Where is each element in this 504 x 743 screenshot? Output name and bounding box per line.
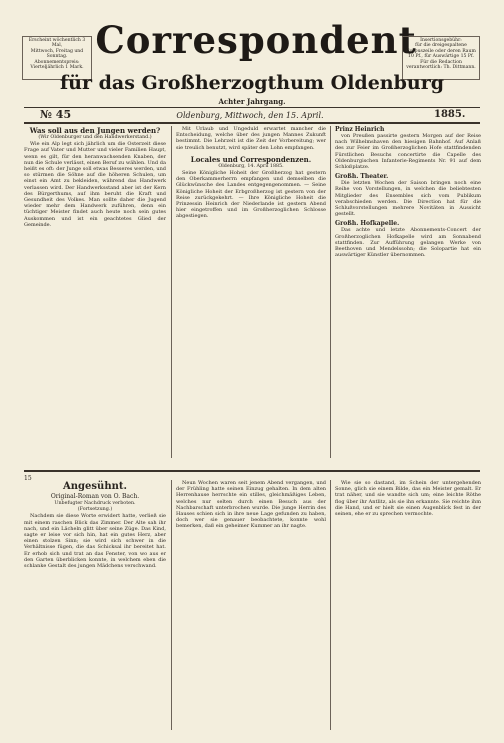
subscription-info-box: Erscheint wöchentlich 3 Mal, Mittwoch, Freitag und Sonntag. Abonnementspreis: Vierteljährlich 1 Mark.	[22, 36, 92, 80]
article-body: Seine Königliche Hoheit der Großherzog hat gestern den Oberkammerherrn empfangen und demselben die Glückwünsche des Landes entgegengenommen. — Seine Königliche Hoheit der Erbgroßherzog ist gestern von der Reise zurückgekehrt. — Ihre Königliche Hoheit die Prinzessin Heinrich der Niederlande ist gestern Abend hier eingetroffen und im Großherzoglichen Schlosse abgestiegen.	[176, 170, 326, 220]
feuilleton-column-3	[335, 480, 481, 730]
article-body: Wie ein Alp legt sich jährlich um die Osterzeit diese Frage auf Vater und Mutter und vieler Familien Haupt, wenn es gilt, für den heranwachsenden Knaben, der nun die Schule verlässt, einen Beruf zu wählen. Und da heißt es oft: der Junge soll etwas Besseres werden, und so stürmen die Söhne auf die höheren Schulen, um einst ein Amt zu bekleiden, während das Handwerk verlassen wird. Der Handwerksstand aber ist der Kern des Bürgerthums, auf ihm beruht die Kraft und Gesundheit des Volkes. Man sollte daher die Jugend wieder mehr dem Handwerk zuführen, denn ein tüchtiger Meister findet auch heute noch sein gutes Auskommen und ist ein geachtetes Glied der Gemeinde.	[24, 141, 166, 228]
feuilleton-body: Wie sie so dastand, im Schein der untergehenden Sonne, glich sie einem Bilde, das ein Meister gemalt. Er trat näher, und sie wandte sich um; eine leichte Röthe flog über ihr Antlitz, als sie ihn erkannte. Sie reichte ihm die Hand, und er hielt sie einen Augenblick fest in der seinen, ehe er zu sprechen vermochte.	[335, 480, 481, 518]
issue-number: № 45	[40, 108, 72, 121]
section-heading: Locales und Correspondenzen.	[190, 154, 312, 164]
article-body: von Preußen passirte gestern Morgen auf der Reise nach Wilhelmshaven den hiesigen Bahnhof. Auf Anlaß des zur Feier im Großherzoglichen Hofe stattfindenden Fürstlichen Besuchs concertirte die Capelle des Oldenburgischen Infanterie-Regiments Nr. 91 auf dem Schloßplatze.	[335, 133, 481, 171]
reprint-note: Unbefugter Nachdruck verboten.	[54, 501, 136, 506]
article-body: Mit Urlaub und Ungeduld erwartet mancher die Entscheidung, welche über des jungen Mannes Zukunft bestimmt. Die Lehrzeit ist die Zeit der Vorbereitung; wer sie treulich benutzt, wird später den Lohn empfangen.	[176, 126, 326, 151]
volume-line: Achter Jahrgang.	[218, 97, 286, 106]
theater-heading: Großh. Theater.	[335, 173, 389, 181]
column-divider	[171, 480, 172, 730]
column-divider	[171, 126, 172, 458]
continuation-note: (Fortsetzung.)	[77, 507, 113, 513]
hofkapelle-heading: Großh. Hofkapelle.	[335, 220, 400, 228]
feuilleton-column-2	[176, 480, 326, 730]
feuilleton-body: Nachdem sie diese Worte erwidert hatte, verließ sie mit einem raschen Blick das Zimmer. Der Alte sah ihr nach, und ein Lächeln glitt über seine Züge. Das Kind, sagte er leise vor sich hin, hat ein gutes Herz, aber einen stolzen Sinn; sie wird sich schwer in die Verhältnisse fügen, die das Schicksal ihr bereitet hat. Er erhob sich und trat an das Fenster, von wo aus er den Garten überblicken konnte, in welchem eben die schlanke Gestalt des jungen Mädchens verschwand.	[24, 513, 166, 570]
feuilleton-column-1	[24, 480, 166, 730]
header-rule-top	[24, 107, 480, 108]
header-rule-bottom	[24, 122, 480, 124]
feuilleton-rule	[24, 470, 480, 472]
article-heading: Was soll aus den Jungen werden?	[29, 126, 161, 135]
feuilleton-body: Neun Wochen waren seit jenem Abend vergangen, und der Frühling hatte seinen Einzug gehalten. In dem alten Herrenhause herrschte ein stilles, gleichmäßiges Leben, welches nur selten durch einen Besuch aus der Nachbarschaft unterbrochen wurde. Die junge Herrin des Hauses schien sich in ihre neue Lage gefunden zu haben, doch wer sie genauer beobachtete, konnte wohl bemerken, daß ein geheimer Kummer an ihr nagte.	[176, 480, 326, 530]
masthead-title: Correspondent	[95, 18, 417, 62]
article-body: Das achte und letzte Abonnements-Concert der Großherzoglichen Hofkapelle wird am Sonnabend stattfinden. Zur Aufführung gelangen Werke von Beethoven und Mendelssohn; die Solopartie hat ein auswärtiger Künstler übernommen.	[335, 227, 481, 259]
page-number: 15	[24, 475, 32, 482]
dateline-location: Oldenburg, 14. April 1885.	[218, 163, 284, 169]
article-subheading: (Wir Oldenburger und den Handwerkerstand.)	[38, 135, 152, 140]
insertion-fee-box: Insertionsgebühr: für die dreigespaltene Corpuszeile oder deren Raum 10 Pf., für Auswärtige 15 Pf. Für die Redaction verantwortlich: Th. Dittmann.	[402, 36, 480, 80]
masthead-subtitle: für das Großherzogthum Oldenburg	[60, 72, 444, 94]
feuilleton-byline: Original-Roman von O. Bach.	[50, 493, 140, 500]
column-divider	[330, 126, 331, 458]
column-divider	[330, 480, 331, 730]
column-2	[176, 126, 326, 458]
year: 1885.	[434, 109, 466, 120]
article-body: Die letzten Wochen der Saison bringen noch eine Reihe von Vorstellungen, in welchen die beliebtesten Mitglieder des Ensembles sich vom Publikum verabschieden werden. Die Direction hat für die Schlußvorstellungen mehrere Novitäten in Aussicht gestellt.	[335, 180, 481, 218]
article-heading: Prinz Heinrich	[335, 126, 385, 133]
date-line: Oldenburg, Mittwoch, den 15. April.	[176, 111, 324, 120]
column-3	[335, 126, 481, 458]
column-1	[24, 126, 166, 458]
feuilleton-title: Angesühnt.	[63, 481, 127, 492]
